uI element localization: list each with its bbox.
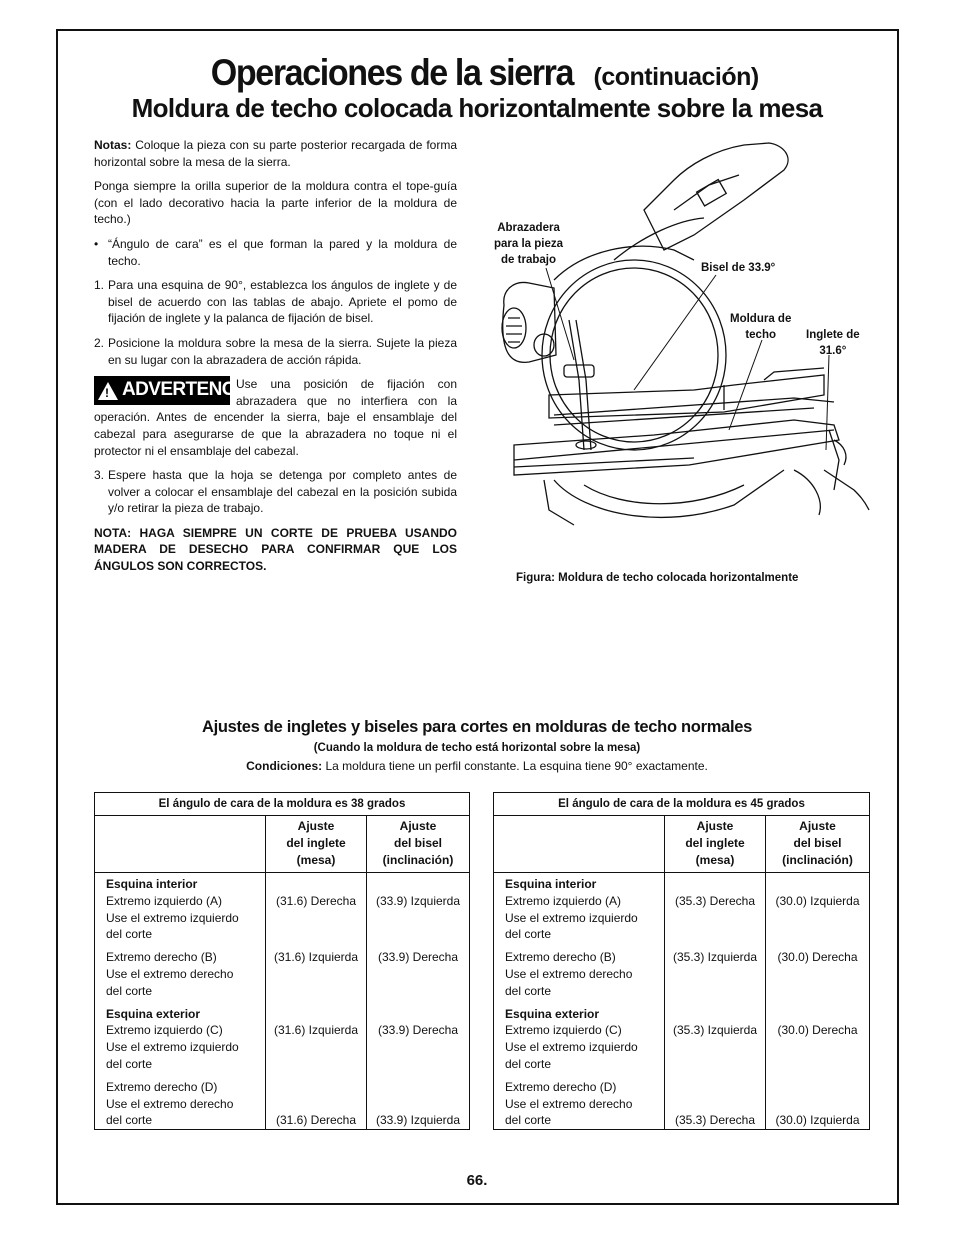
inner-corner-label: Esquina interior [106,877,198,891]
label-bevel: Bisel de 33.9° [701,262,776,274]
label-miter-line-2: 31.6° [819,345,847,357]
warning-text: Use una posición de fijación con abrazadera que no interfiera con la operación. Antes de encender la sierra, baje el ensamblaje del cabezal para asegurarse de que la abrazadera no toque ni el protector ni el ensamblaje del cabezal. [94,377,457,458]
desc-line: del corte [505,983,552,998]
row-b-desc [106,949,265,999]
warning-badge [94,376,253,405]
title-main: Operaciones de la sierra [210,52,574,93]
miter-value-c: (35.3) Izquierda [672,1023,758,1037]
label-molding-line-1: Moldura de [730,313,792,325]
row-c-desc [505,1022,664,1072]
notes-text: Coloque la pieza con su parte posterior recargada de forma horizontal sobre la mesa de la sierra. [94,138,457,169]
table-38-header-bevel [367,816,470,873]
desc-line: Extremo derecho (D) [106,1079,218,1094]
desc-line: del corte [106,983,153,998]
table-38-descriptions [95,873,266,1130]
table-45-descriptions [494,873,665,1130]
miter-value-a: (31.6) Derecha [275,894,357,908]
label-clamp-line-1: Abrazadera [497,222,560,234]
header-line: (inclinación) [382,852,454,867]
label-miter [806,327,860,359]
label-clamp-line-2: para la pieza [494,238,564,250]
table-45-caption: El ángulo de cara de la moldura es 45 grados [494,793,870,816]
miter-value-b: (35.3) Izquierda [672,950,758,964]
row-a-desc [106,893,265,943]
title-continuation: (continuación) [593,63,759,91]
table-38-header-miter [266,816,367,873]
desc-line: Extremo derecho (B) [505,950,616,965]
header-line: Ajuste [297,819,335,833]
row-c-desc [106,1022,265,1072]
desc-line: del corte [505,927,552,942]
table-45-degrees [493,792,870,1130]
bevel-value-d: (30.0) Izquierda [775,1113,860,1127]
bullet-item [94,236,457,269]
desc-line: Use el extremo izquierdo [505,910,638,925]
desc-line: Use el extremo derecho [106,1096,234,1111]
row-b-desc [505,949,664,999]
table-45-header-bevel [766,816,870,873]
bevel-value-c: (33.9) Derecha [377,1023,459,1037]
table-45-bevel-values [766,873,870,1130]
table-45-header-empty [494,816,665,873]
desc-line: Extremo derecho (D) [505,1079,617,1094]
bevel-value-b: (30.0) Derecha [777,950,858,964]
section-subtitle: (Cuando la moldura de techo está horizontal sobre la mesa) [313,742,641,754]
desc-line: Extremo izquierdo (A) [106,893,223,908]
warning-block [94,376,457,459]
step-2-number: 2. [94,335,105,350]
desc-line: Use el extremo derecho [106,966,234,981]
header-line: del bisel [793,835,842,850]
header-line: (mesa) [695,852,735,867]
bullet-mark: • [94,236,99,251]
header-line: del bisel [393,835,443,850]
miter-value-b: (31.6) Izquierda [273,950,359,964]
header-line: Ajuste [399,819,437,833]
paragraph-orientation: Ponga siempre la orilla superior de la moldura contra el tope-guía (con el lado decorativo hacia la parte inferior de la moldura de techo.) [94,179,457,227]
step-3 [94,467,457,517]
bullet-text: “Ángulo de cara” es el que forman la pared y la moldura de techo. [108,236,457,268]
header-line: del inglete [685,835,745,850]
label-miter-line-1: Inglete de [806,329,860,341]
header-line: (mesa) [296,852,336,867]
desc-line: del corte [505,1113,552,1128]
step-1 [94,277,457,327]
row-d-desc [505,1079,664,1129]
desc-line: Use el extremo derecho [505,966,633,981]
header-line: (inclinación) [782,852,853,867]
saw-figure [494,140,874,530]
header-line: Ajuste [696,819,734,833]
desc-line: Extremo izquierdo (C) [505,1023,622,1038]
desc-line: del corte [106,1113,153,1128]
miter-value-c: (31.6) Izquierda [273,1023,359,1037]
step-2-text: Posicione la moldura sobre la mesa de la sierra. Sujete la pieza en su lugar con la abrazadera de acción rápida. [108,335,457,367]
label-molding [730,311,791,343]
bevel-value-a: (30.0) Izquierda [775,894,860,908]
desc-line: Use el extremo izquierdo [106,1040,239,1055]
desc-line: Extremo izquierdo (C) [106,1023,223,1038]
step-1-number: 1. [94,278,105,293]
desc-line: Extremo derecho (B) [106,950,217,965]
desc-line: del corte [505,1056,552,1071]
instructions-column [94,137,457,583]
desc-line: del corte [106,927,153,942]
table-45-miter-values [665,873,766,1130]
miter-value-a: (35.3) Derecha [674,894,756,908]
step-3-number: 3. [94,468,105,483]
final-note: NOTA: HAGA SIEMPRE UN CORTE DE PRUEBA USANDO MADERA DE DESECHO PARA CONFIRMAR QUE LOS ÁNGULOS SON CORRECTOS. [94,525,457,574]
outer-corner-label: Esquina exterior [106,1006,201,1021]
step-1-text: Para una esquina de 90°, establezca los ángulos de inglete y de bisel de acuerdo con las tablas de abajo. Apriete el pomo de fijación de inglete y la palanca de fijación de bisel. [108,278,457,326]
table-38-degrees [94,792,470,1130]
miter-value-d: (35.3) Derecha [674,1113,756,1127]
table-38-caption: El ángulo de cara de la moldura es 38 grados [95,793,470,816]
label-molding-line-2: techo [745,329,776,341]
row-a-desc [505,893,664,943]
section-conditions [0,759,954,773]
miter-value-d: (31.6) Derecha [275,1113,357,1127]
header-line: Ajuste [799,819,836,833]
desc-line: del corte [106,1056,153,1071]
inner-corner-label: Esquina interior [505,877,597,891]
conditions-label: Condiciones: [246,759,323,773]
outer-corner-label: Esquina exterior [505,1006,600,1021]
table-38-header-empty [95,816,266,873]
label-clamp [494,220,563,268]
page-number: 66. [466,1172,488,1189]
table-45-header-miter [665,816,766,873]
desc-line: Use el extremo izquierdo [505,1040,638,1055]
desc-line: Extremo izquierdo (A) [505,893,622,908]
row-d-desc [106,1079,265,1129]
step-3-text: Espere hasta que la hoja se detenga por completo antes de volver a colocar el ensamblaje del cabezal en la posición subida y/o retirar la pieza de trabajo. [108,468,457,516]
bevel-value-b: (33.9) Derecha [377,950,459,964]
figure-caption: Figura: Moldura de techo colocada horizontalmente [516,572,799,584]
bevel-value-d: (33.9) Izquierda [375,1113,461,1127]
warning-label: ADVERTENCIA [122,379,253,401]
notes-label: Notas: [94,138,132,152]
label-clamp-line-3: de trabajo [501,254,556,266]
desc-line: Use el extremo derecho [505,1096,633,1111]
conditions-text: La moldura tiene un perfil constante. La esquina tiene 90° exactamente. [322,759,708,773]
notes-paragraph [94,137,457,170]
page-subtitle: Moldura de techo colocada horizontalmente sobre la mesa [131,93,823,123]
table-38-bevel-values [367,873,470,1130]
desc-line: Use el extremo izquierdo [106,910,239,925]
bevel-value-c: (30.0) Derecha [777,1023,858,1037]
bevel-value-a: (33.9) Izquierda [375,894,461,908]
section-title: Ajustes de ingletes y biseles para cortes en molduras de techo normales [202,718,752,736]
header-line: del inglete [286,835,346,850]
step-2 [94,335,457,368]
table-38-miter-values [266,873,367,1130]
page-title [0,52,954,94]
warning-icon: ! [98,382,118,400]
